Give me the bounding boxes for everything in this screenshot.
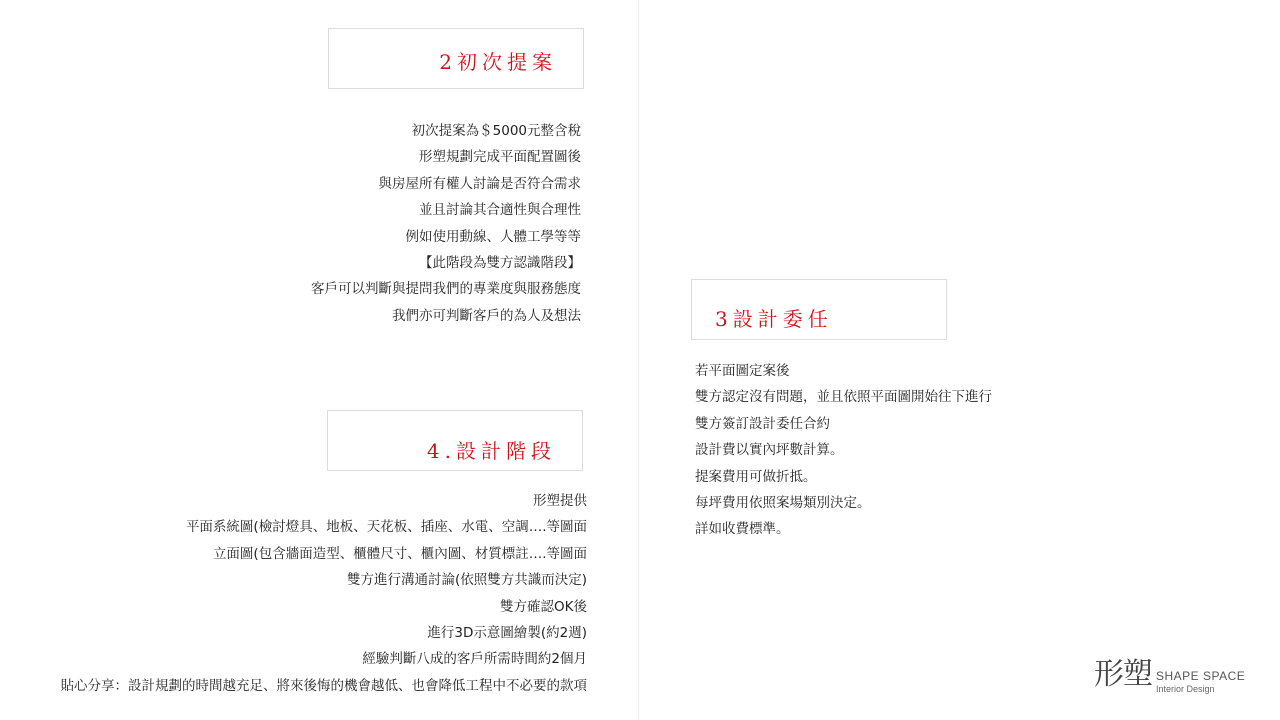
- center-divider: [638, 0, 639, 720]
- section-4-line: 經驗判斷八成的客戶所需時間約2個月: [362, 651, 587, 668]
- section-4-line: 貼心分享：設計規劃的時間越充足、將來後悔的機會越低、也會降低工程中不必要的款項: [60, 677, 587, 694]
- section-4-line: 進行3D示意圖繪製(約2週): [427, 625, 587, 642]
- section-2-title: 2初次提案: [439, 50, 557, 74]
- section-3-line: 雙方認定沒有問題，並且依照平面圖開始往下進行: [695, 389, 992, 406]
- section-3-line: 若平面圖定案後: [695, 363, 790, 379]
- section-2-text: [311, 118, 581, 329]
- section-2-line: 客戶可以判斷與提問我們的專業度與服務態度: [311, 281, 581, 298]
- section-2-line: 初次提案為＄5000元整含稅: [411, 123, 581, 139]
- section-4-line: 形塑提供: [533, 493, 587, 509]
- section-3-text: [695, 358, 992, 543]
- section-2-line: 並且討論其合適性與合理性: [419, 202, 581, 219]
- section-3-line: 詳如收費標準。: [695, 521, 790, 538]
- section-3-title-box: [691, 279, 947, 340]
- section-4-text: [61, 488, 588, 699]
- section-2-line: 我們亦可判斷客戶的為人及想法: [392, 307, 581, 324]
- section-2-line: 例如使用動線、人體工學等等: [405, 228, 581, 245]
- brand-logo-mark: 形塑: [1094, 657, 1152, 692]
- section-4-title-box: [327, 410, 583, 471]
- section-4-line: 雙方進行溝通討論(依照雙方共識而決定): [346, 572, 587, 589]
- section-3-line: 提案費用可做折抵。: [695, 468, 817, 485]
- section-3-line: 雙方簽訂設計委任合約: [695, 415, 830, 432]
- section-4-line: 平面系統圖(檢討燈具、地板、天花板、插座、水電、空調….等圖面: [185, 519, 587, 536]
- section-2-line: 形塑規劃完成平面配置圖後: [419, 149, 581, 166]
- section-4-title: 4.設計階段: [426, 439, 556, 463]
- section-3-title: 3設計委任: [715, 307, 833, 331]
- section-4-line: 立面圖(包含牆面造型、櫃體尺寸、櫃內圖、材質標註….等圖面: [212, 545, 587, 562]
- brand-subtitle: Interior Design: [1156, 684, 1215, 694]
- section-4-line: 雙方確認OK後: [500, 598, 587, 615]
- brand-name: SHAPE SPACE: [1156, 669, 1246, 683]
- section-2-line: 【此階段為雙方認識階段】: [419, 255, 581, 272]
- section-2-line: 與房屋所有權人討論是否符合需求: [378, 175, 581, 192]
- section-3-line: 每坪費用依照案場類別決定。: [695, 495, 871, 512]
- section-3-line: 設計費以實內坪數計算。: [695, 442, 844, 459]
- section-2-title-box: [328, 28, 584, 89]
